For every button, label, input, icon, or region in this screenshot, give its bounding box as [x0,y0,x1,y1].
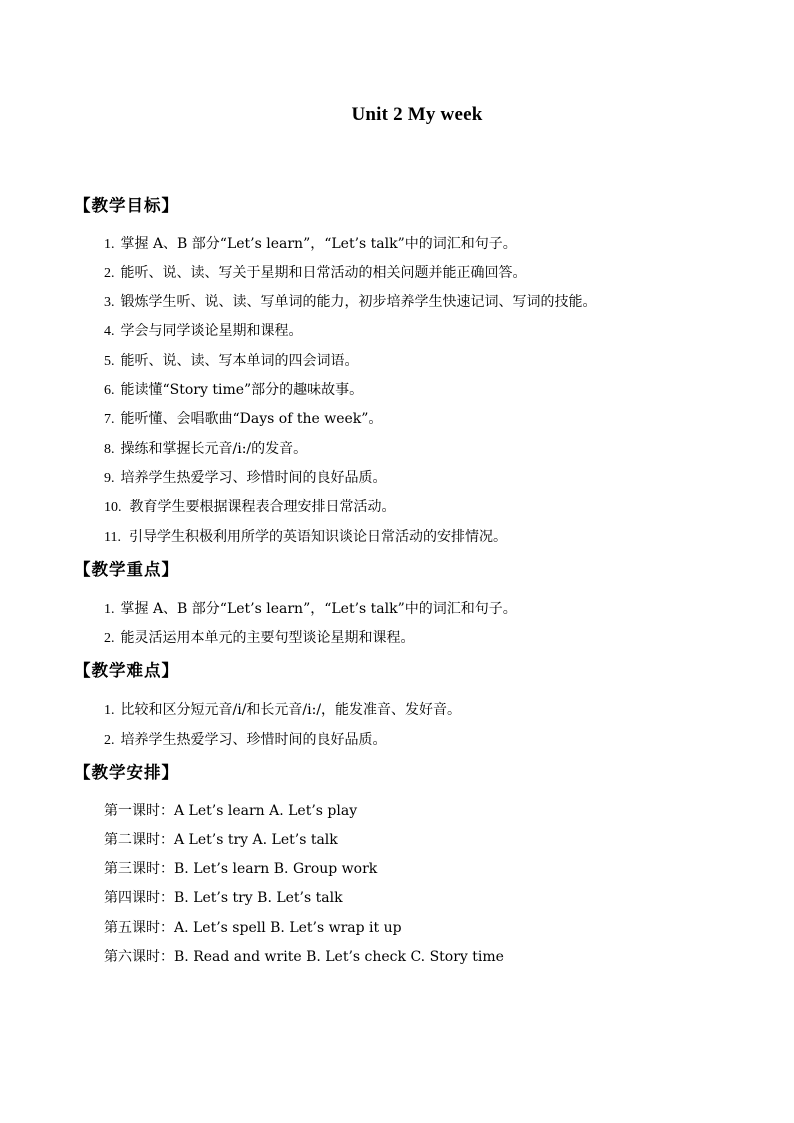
objective-item-1: 1. 掌握 A、B 部分“Let’s learn”，“Let’s talk”中的词汇和句子。 [104,236,517,252]
objective-item-3: 3. 锻炼学生听、说、读、写单词的能力，初步培养学生快速记词、写词的技能。 [104,294,597,310]
document-title: Unit 2 My week [351,104,483,125]
difficulty-item-2: 2. 培养学生热爱学习、珍惜时间的良好品质。 [104,732,387,748]
key-point-item-2: 2. 能灵活运用本单元的主要句型谈论星期和课程。 [104,630,415,646]
objective-item-11: 11. 引导学生积极利用所学的英语知识谈论日常活动的安排情况。 [104,529,507,545]
schedule-item-6: 第六课时：B. Read and write B. Let’s check C. Story time [104,949,504,965]
difficulty-item-1: 1. 比较和区分短元音/i/和长元音/i:/，能发准音、发好音。 [104,702,462,718]
heading-difficulties: 【教学难点】 [74,661,179,680]
objective-item-4: 4. 学会与同学谈论星期和课程。 [104,323,303,339]
objective-item-10: 10. 教育学生要根据课程表合理安排日常活动。 [104,499,396,515]
objective-item-9: 9. 培养学生热爱学习、珍惜时间的良好品质。 [104,470,387,486]
schedule-item-4: 第四课时：B. Let’s try B. Let’s talk [104,890,343,906]
schedule-item-5: 第五课时：A. Let’s spell B. Let’s wrap it up [104,920,402,936]
objective-item-6: 6. 能读懂“Story time”部分的趣味故事。 [104,382,364,398]
schedule-item-1: 第一课时：A Let’s learn A. Let’s play [104,803,358,819]
heading-schedule: 【教学安排】 [74,763,179,782]
heading-objectives: 【教学目标】 [74,196,179,215]
schedule-item-3: 第三课时：B. Let’s learn B. Group work [104,861,378,877]
heading-key-points: 【教学重点】 [74,560,179,579]
key-point-item-1: 1. 掌握 A、B 部分“Let’s learn”，“Let’s talk”中的词汇和句子。 [104,601,517,617]
objective-item-7: 7. 能听懂、会唱歌曲“Days of the week”。 [104,411,383,427]
objective-item-2: 2. 能听、说、读、写关于星期和日常活动的相关问题并能正确回答。 [104,265,527,281]
objective-item-5: 5. 能听、说、读、写本单词的四会词语。 [104,353,359,369]
schedule-item-2: 第二课时：A Let’s try A. Let’s talk [104,832,338,848]
objective-item-8: 8. 操练和掌握长元音/i:/的发音。 [104,441,308,457]
